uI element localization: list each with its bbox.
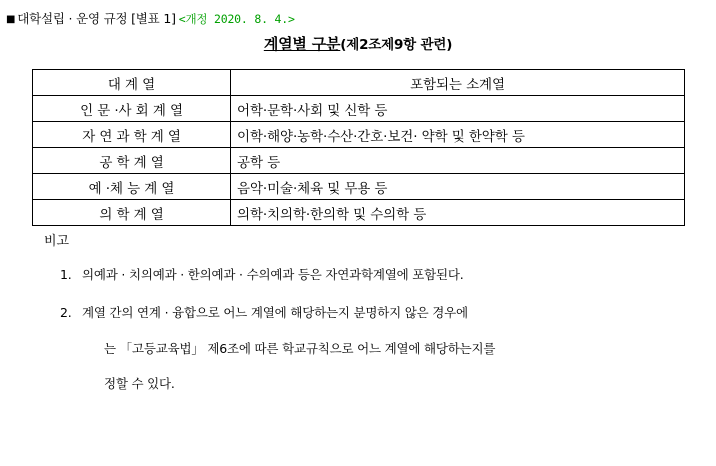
- cell-category: 인 문 ·사 회 계 열: [33, 96, 231, 122]
- column-header-category: 대 계 열: [33, 70, 231, 96]
- cell-category: 공 학 계 열: [33, 148, 231, 174]
- column-header-subfields: 포함되는 소계열: [231, 70, 685, 96]
- note-number: 2.: [60, 304, 72, 320]
- note-number: 1.: [60, 267, 72, 282]
- note-line: 계열 간의 연계 · 융합으로 어느 계열에 해당하는지 분명하지 않은 경우에: [82, 304, 468, 320]
- cell-subfields: 이학·해양·농학·수산·간호·보건· 약학 및 한약학 등: [231, 122, 685, 148]
- cell-subfields: 어학·문학·사회 및 신학 등: [231, 96, 685, 122]
- revision-note: <개정 2020. 8. 4.>: [178, 12, 295, 26]
- table-header-row: [33, 70, 685, 96]
- list-item: [0, 301, 716, 396]
- cell-subfields: 의학·치의학·한의학 및 수의학 등: [231, 200, 685, 226]
- page-title-main: 계열별 구분: [263, 35, 341, 53]
- table-row: [33, 174, 685, 200]
- page-title-suffix: (제2조제9항 관련): [340, 37, 453, 53]
- document-page: [0, 9, 716, 466]
- table-row: [33, 200, 685, 226]
- notes-label: 비고: [44, 234, 70, 249]
- cell-category: 예 ·체 능 계 열: [33, 174, 231, 200]
- note-line: 정할 수 있다.: [104, 376, 175, 392]
- header-text: 대학설립 · 운영 규정 [별표 1]: [17, 11, 176, 26]
- document-header: [6, 9, 716, 27]
- cell-subfields: 음악·미술·체육 및 무용 등: [231, 174, 685, 200]
- table-row: [33, 148, 685, 174]
- cell-category: 자 연 과 학 계 열: [33, 122, 231, 148]
- note-line: 는 「고등교육법」 제6조에 따른 학교규칙으로 어느 계열에 해당하는지를: [104, 340, 496, 356]
- list-item: [0, 263, 716, 287]
- cell-category: 의 학 계 열: [33, 200, 231, 226]
- cell-subfields: 공학 등: [231, 148, 685, 174]
- bullet-icon: ■: [6, 14, 16, 25]
- note-text: [82, 301, 716, 396]
- table-row: [33, 96, 685, 122]
- table-row: [33, 122, 685, 148]
- note-line: 의예과 · 치의예과 · 한의예과 · 수의예과 등은 자연과학계열에 포함된다.: [82, 267, 464, 282]
- note-text: [82, 263, 716, 287]
- notes-list: [0, 263, 716, 396]
- page-title: [0, 33, 716, 54]
- classification-table: [32, 69, 685, 226]
